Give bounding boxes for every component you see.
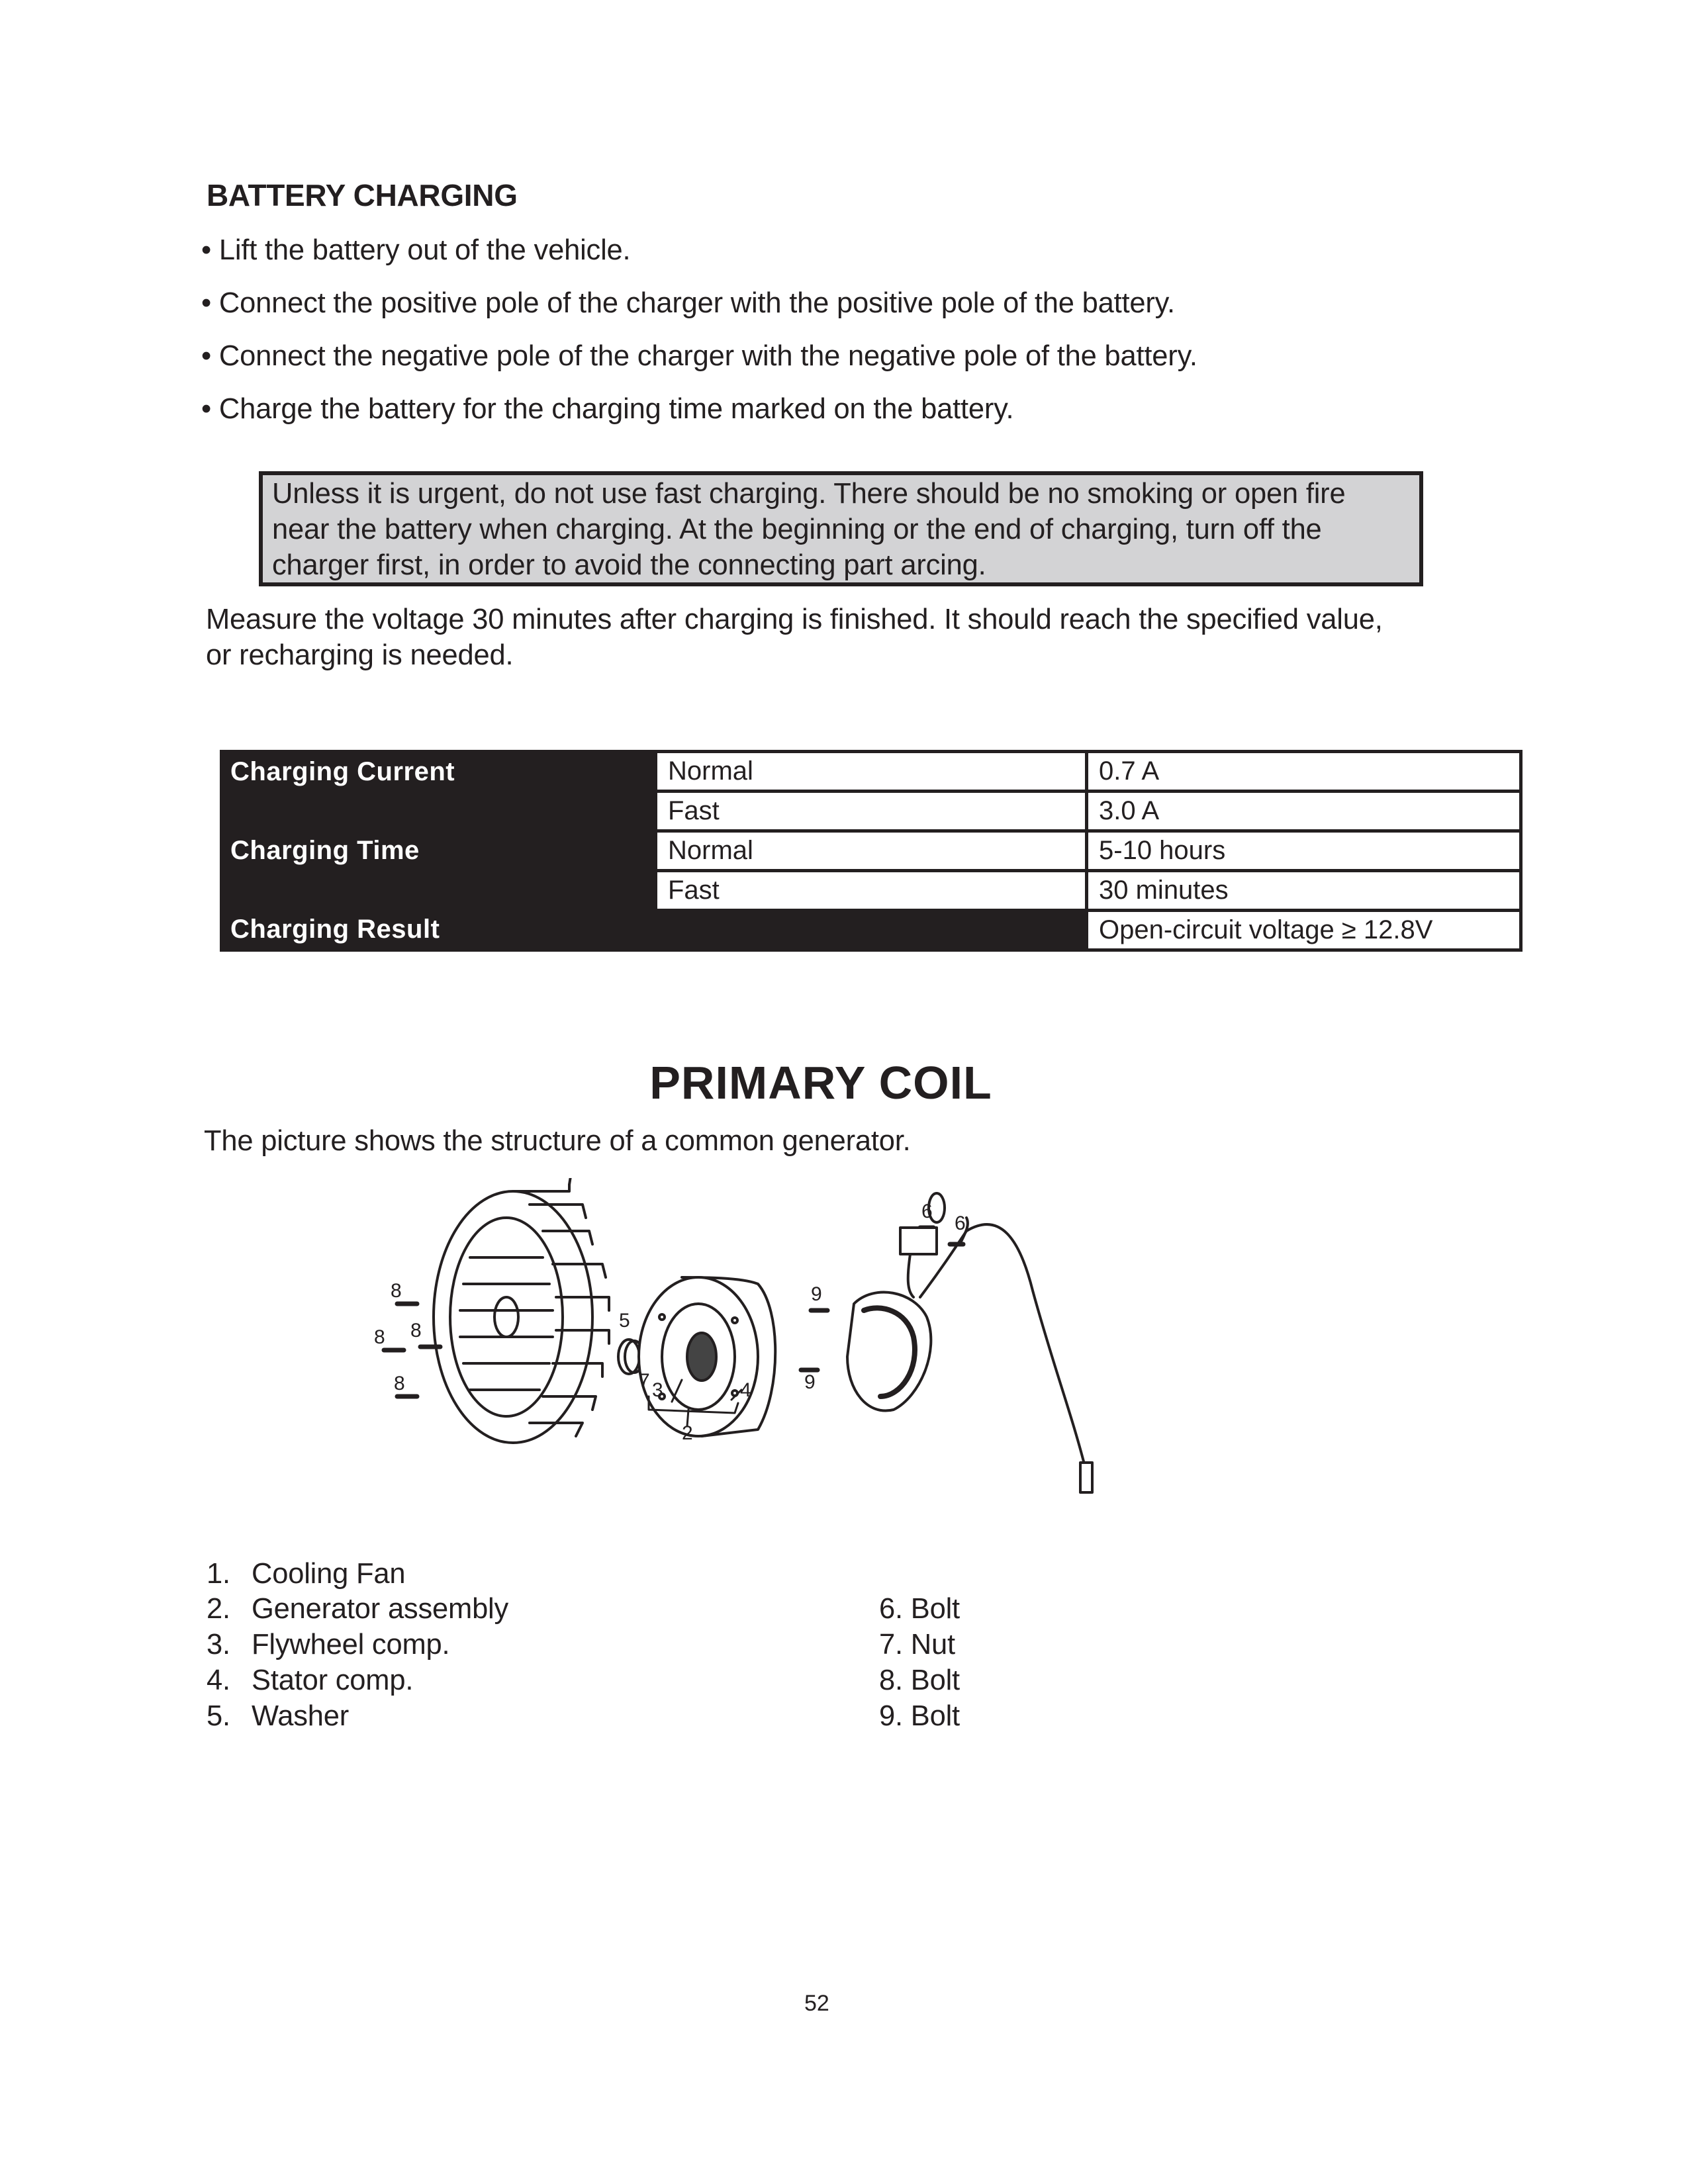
row-label: Charging Time: [220, 831, 656, 871]
callout-8a: 8: [391, 1280, 402, 1302]
part-number: 2.: [207, 1593, 230, 1625]
callout-5: 5: [619, 1310, 630, 1332]
value-cell: 30 minutes: [1087, 871, 1521, 911]
bullet-item: • Charge the battery for the charging time marked on the battery.: [201, 393, 1014, 425]
generator-exploded-diagram: [371, 1178, 1297, 1509]
value-cell: Open-circuit voltage ≥ 12.8V: [1087, 911, 1521, 950]
mode-cell-empty: [656, 911, 1087, 950]
callout-4: 4: [740, 1379, 751, 1401]
intro-text: The picture shows the structure of a common generator.: [204, 1125, 911, 1157]
callout-2: 2: [682, 1422, 693, 1444]
row-label: [220, 792, 656, 831]
mode-cell: Normal: [656, 831, 1087, 871]
table-row: [220, 792, 1521, 831]
table-row: [220, 752, 1521, 792]
part-name: Flywheel comp.: [252, 1629, 450, 1661]
callout-8d: 8: [394, 1373, 405, 1394]
part-item: 7. Nut: [879, 1629, 955, 1661]
part-number: 3.: [207, 1629, 230, 1661]
mode-cell: Fast: [656, 792, 1087, 831]
value-cell: 5-10 hours: [1087, 831, 1521, 871]
paragraph-line: Measure the voltage 30 minutes after charging is finished. It should reach the specified value,: [206, 604, 1383, 635]
charging-spec-table: [220, 750, 1523, 952]
part-name: Washer: [252, 1700, 350, 1732]
part-item: 9. Bolt: [879, 1700, 960, 1732]
section-heading-battery-charging: BATTERY CHARGING: [207, 178, 518, 212]
callout-7: 7: [639, 1370, 650, 1392]
callout-6a: 6: [921, 1201, 933, 1222]
section-heading-primary-coil: PRIMARY COIL: [649, 1057, 992, 1109]
callout-3: 3: [652, 1379, 663, 1401]
table-row: [220, 911, 1521, 950]
bolt-8-group: [384, 1304, 440, 1396]
callout-8b: 8: [374, 1326, 385, 1348]
row-label: [220, 871, 656, 911]
warning-text-line: near the battery when charging. At the beginning or the end of charging, turn off the: [272, 514, 1322, 545]
row-label: Charging Current: [220, 752, 656, 792]
bullet-item: • Connect the negative pole of the charger with the negative pole of the battery.: [201, 340, 1197, 372]
callout-9b: 9: [804, 1371, 816, 1393]
part-name: Stator comp.: [252, 1664, 414, 1696]
table-row: [220, 871, 1521, 911]
part-number: 5.: [207, 1700, 230, 1732]
callout-9a: 9: [811, 1283, 822, 1305]
part-item: 8. Bolt: [879, 1664, 960, 1696]
mode-cell: Normal: [656, 752, 1087, 792]
parts-list-right: [879, 1593, 960, 1736]
cooling-fan-illustration: [434, 1178, 609, 1443]
warning-text-line: Unless it is urgent, do not use fast charging. There should be no smoking or open fire: [272, 478, 1346, 510]
warning-text-line: charger first, in order to avoid the connecting part arcing.: [272, 549, 986, 581]
stator-illustration: [847, 1193, 1092, 1492]
bullet-item: • Connect the positive pole of the charger with the positive pole of the battery.: [201, 287, 1175, 319]
paragraph-line: or recharging is needed.: [206, 639, 514, 671]
part-name: Cooling Fan: [252, 1558, 406, 1590]
value-cell: 3.0 A: [1087, 792, 1521, 831]
page-number: 52: [804, 1991, 829, 2016]
part-number: 1.: [207, 1558, 230, 1590]
part-name: Generator assembly: [252, 1593, 509, 1625]
table-row: [220, 831, 1521, 871]
part-number: 4.: [207, 1664, 230, 1696]
callout-6b: 6: [955, 1212, 966, 1234]
bullet-item: • Lift the battery out of the vehicle.: [201, 234, 631, 266]
callout-8c: 8: [410, 1320, 422, 1342]
mode-cell: Fast: [656, 871, 1087, 911]
part-item: 6. Bolt: [879, 1593, 960, 1625]
row-label: Charging Result: [220, 911, 656, 950]
value-cell: 0.7 A: [1087, 752, 1521, 792]
warning-box: [259, 471, 1423, 586]
